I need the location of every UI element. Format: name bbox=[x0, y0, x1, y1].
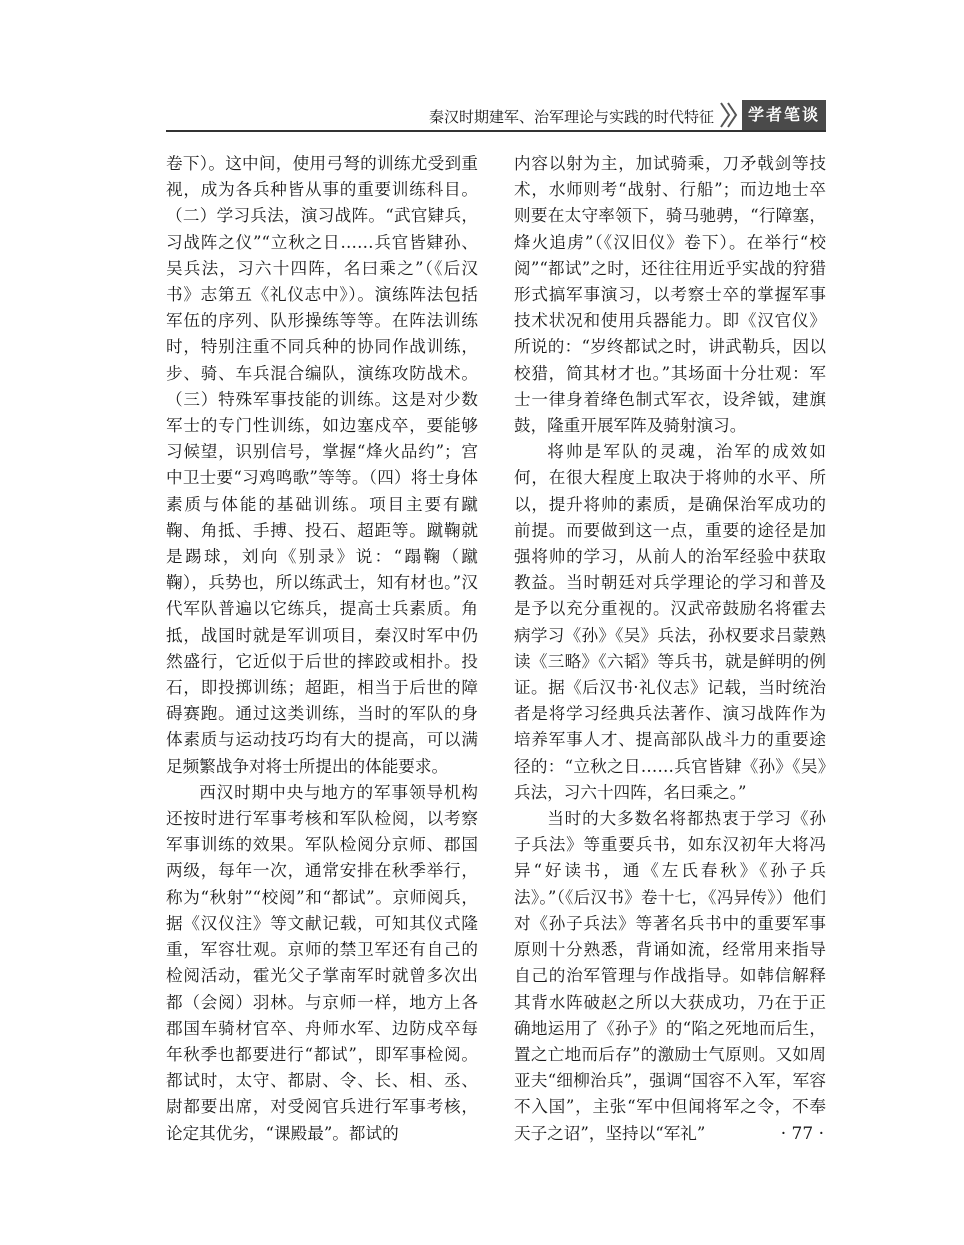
left-column bbox=[166, 151, 478, 1147]
right-paragraph-1: 内容以射为主，加试骑乘，刀矛戟剑等技术，水师则考“战射、行船”；而边地士卒则要在太守率领下，骑马驰骋，“行障塞，烽火追虏”（《汉旧仪》卷下）。在举行“校阅”“都试”之时，还往往用近乎实战的狩猎形式搞军事演习，以考察士卒的掌握军事技术状况和使用兵器能力。即《汉官仪》所说的：“岁终都试之时，讲武勒兵，因以校猎，简其材才也。”其场面十分壮观：军士一律身着绛色制式军衣，设斧钺，建旗鼓，隆重开展军阵及骑射演习。 bbox=[514, 154, 826, 436]
double-chevron-icon bbox=[718, 101, 740, 129]
left-paragraph-1: 卷下）。这中间，使用弓弩的训练尤受到重视，成为各兵种皆从事的重要训练科目。（二）学习兵法，演习战阵。“武官肄兵，习战阵之仪”“立秋之日……兵官皆肄孙、吴兵法，习六十四阵，名曰乘之”（《后汉书》志第五《礼仪志中》）。演练阵法包括军伍的序列、队形操练等等。在阵法训练时，特别注重不同兵种的协同作战训练，步、骑、车兵混合编队，演练攻防战术。（三）特殊军事技能的训练。这是对少数军士的专门性训练，如边塞戍卒，要能够习候望，识别信号，掌握“烽火品约”；宫中卫士要“习鸡鸣歌”等等。（四）将士身体素质与体能的基础训练。项目主要有蹴鞠、角抵、手搏、投石、超距等。蹴鞠就是踢球，刘向《别录》说：“蹋鞠（蹴鞠），兵势也，所以练武士，知有材也。”汉代军队普遍以它练兵，提高士兵素质。角抵，战国时就是军训项目，秦汉时军中仍然盛行，它近似于后世的摔跤或相扑。投石，即投掷训练；超距，相当于后世的障碍赛跑。通过这类训练，当时的军队的身体素质与运动技巧均有大的提高，可以满足频繁战争对将士所提出的体能要求。 bbox=[166, 154, 478, 776]
right-column bbox=[514, 151, 826, 1147]
running-header bbox=[166, 98, 826, 134]
right-paragraph-3: 当时的大多数名将都热衷于学习《孙子兵法》等重要兵书，如东汉初年大将冯异“好读书，通《左氏春秋》《孙子兵法》。”（《后汉书》卷十七，《冯异传》）他们对《孙子兵法》等著名兵书中的重要军事原则十分熟悉，背诵如流，经常用来指导自己的治军管理与作战指导。如韩信解释其背水阵破赵之所以大获成功，乃在于正确地运用了《孙子》的“陷之死地而后生，置之亡地而后存”的激励士气原则。又如周亚夫“细柳治兵”，强调“国容不入军，军容不入国”，主张“军中但闻将军之令，不奉天子之诏”，坚持以“军礼” bbox=[514, 809, 826, 1143]
left-paragraph-2: 西汉时期中央与地方的军事领导机构还按时进行军事考核和军队检阅，以考察军事训练的效果。军队检阅分京师、郡国两级，每年一次，通常安排在秋季举行，称为“秋射”“校阅”和“都试”。京师阅兵，据《汉仪注》等文献记载，可知其仪式隆重，军容壮观。京师的禁卫军还有自己的检阅活动，霍光父子掌南军时就曾多次出都（会阅）羽林。与京师一样，地方上各郡国车骑材官卒、舟师水军、边防戍卒每年秋季也都要进行“都试”，即军事检阅。都试时，太守、都尉、令、长、相、丞、尉都要出席，对受阅官兵进行军事考核，论定其优劣，“课殿最”。都试的 bbox=[166, 782, 478, 1143]
section-badge: 学者笔谈 bbox=[742, 100, 826, 130]
right-paragraph-2: 将帅是军队的灵魂，治军的成效如何，在很大程度上取决于将帅的水平、所以，提升将帅的素质，是确保治军成功的前提。而要做到这一点，重要的途径是加强将帅的学习，从前人的治军经验中获取教益。当时朝廷对兵学理论的学习和普及是予以充分重视的。汉武帝鼓励名将霍去病学习《孙》《吴》兵法，孙权要求吕蒙熟读《三略》《六韬》等兵书，就是鲜明的例证。据《后汉书·礼仪志》记载，当时统治者是将学习经典兵法著作、演习战阵作为培养军事人才、提高部队战斗力的重要途径的：“立秋之日……兵官皆肄《孙》《吴》兵法，习六十四阵，名曰乘之。” bbox=[514, 442, 826, 802]
running-header-title: 秦汉时期建军、治军理论与实践的时代特征 bbox=[428, 108, 714, 126]
header-rule bbox=[166, 130, 826, 132]
page-number: · 77 · bbox=[780, 1124, 824, 1144]
